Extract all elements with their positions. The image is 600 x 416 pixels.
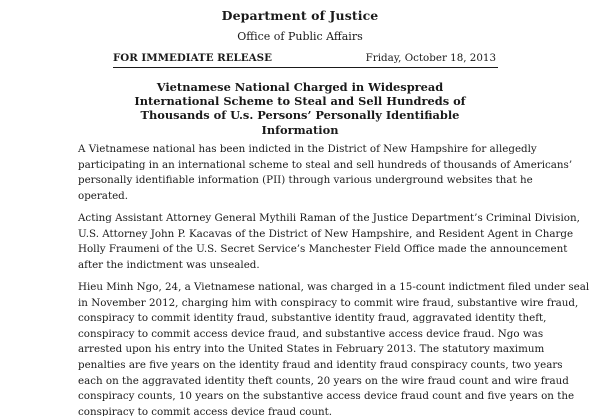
paragraph-line: Hieu Minh Ngo, 24, a Vietnamese national, was charged in a 15-count indictment filed under seal <box>78 281 590 293</box>
paragraph-line: penalties are five years on the identity fraud and identity fraud conspiracy counts, two years <box>78 358 563 371</box>
headline-line: International Scheme to Steal and Sell Hundreds of <box>134 94 466 109</box>
paragraph-line: personally identifiable information (PII) through various underground websites that he <box>78 174 533 187</box>
paragraph-line: conspiracy to commit access device fraud count. <box>78 405 333 416</box>
release-line <box>113 52 498 68</box>
paragraph-line: U.S. Attorney John P. Kacavas of the District of New Hampshire, and Resident Agent in Charge <box>78 227 574 240</box>
release-label: FOR IMMEDIATE RELEASE <box>113 52 272 64</box>
headline <box>100 80 500 137</box>
paragraph-line: in November 2012, charging him with conspiracy to commit wire fraud, substantive wire fraud, <box>78 296 579 309</box>
paragraph-line: arrested upon his entry into the United States in February 2013. The statutory maximum <box>78 343 545 356</box>
paragraph-line: conspiracy to commit access device fraud, and substantive access device fraud. Ngo was <box>78 327 544 340</box>
paragraph-line: conspiracy to commit identity fraud, substantive identity fraud, aggravated identity theft, <box>78 312 547 325</box>
department-title: Department of Justice <box>221 8 379 23</box>
headline-line: Vietnamese National Charged in Widespread <box>156 80 444 94</box>
paragraph-line: conspiracy counts, 10 years on the substantive access device fraud count and five years on the <box>78 390 575 403</box>
paragraph-line: operated. <box>78 189 129 202</box>
paragraph-line: A Vietnamese national has been indicted in the District of New Hampshire for allegedly <box>78 143 537 155</box>
body-paragraph-1 <box>78 142 598 204</box>
office-name: Office of Public Affairs <box>237 30 363 43</box>
paragraph-line: participating in an international scheme to steal and sell hundreds of thousands of Americans’ <box>78 158 573 171</box>
body-paragraph-2 <box>78 211 598 273</box>
paragraph-line: Holly Fraumeni of the U.S. Secret Service’s Manchester Field Office made the announcement <box>78 243 568 256</box>
paragraph-line: after the indictment was unsealed. <box>78 258 260 271</box>
paragraph-line: each on the aggravated identity theft counts, 20 years on the wire fraud count and wire fraud <box>78 374 569 387</box>
headline-line: Information <box>261 122 339 137</box>
release-date: Friday, October 18, 2013 <box>365 52 496 64</box>
headline-line: Thousands of U.s. Persons’ Personally Identifiable <box>140 108 460 123</box>
paragraph-line: Acting Assistant Attorney General Mythili Raman of the Justice Department’s Criminal Division, <box>78 212 580 224</box>
body-paragraph-3 <box>78 280 598 416</box>
